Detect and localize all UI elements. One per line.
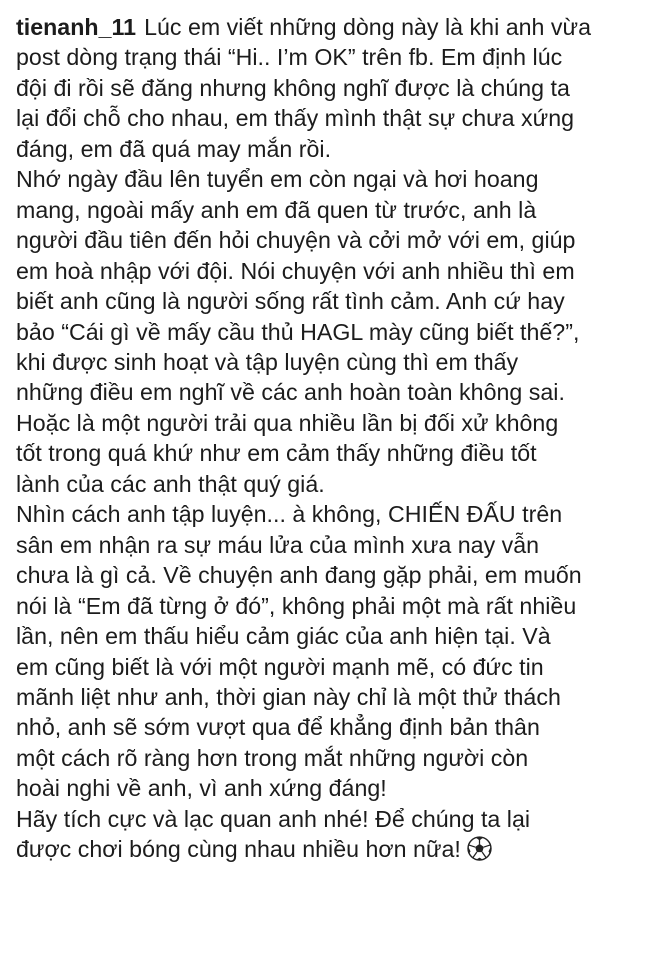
caption-line: biết anh cũng là người sống rất tình cảm. Anh cứ hay [16,288,565,315]
caption-line: những điều em nghĩ về các anh hoàn toàn không sai. [16,379,565,406]
caption-line: lại đổi chỗ cho nhau, em thấy mình thật sự chưa xứng [16,105,575,132]
caption-line: Nhớ ngày đầu lên tuyển em còn ngại và hơi hoang [16,166,539,193]
caption-line: mang, ngoài mấy anh em đã quen từ trước, anh là [16,196,537,223]
caption-line: tốt trong quá khứ như em cảm thấy những điều tốt [16,440,537,467]
caption-line [16,12,644,42]
caption-line: em hoà nhập với đội. Nói chuyện với anh nhiều thì em [16,257,575,284]
caption-text: Lúc em viết những dòng này là khi anh vừa [144,14,592,40]
caption-line: lành của các anh thật quý giá. [16,470,325,497]
caption-line: hoài nghi về anh, vì anh xứng đáng! [16,775,387,802]
caption-line: Nhìn cách anh tập luyện... à không, CHIẾN ĐẤU trên [16,501,563,528]
caption-line: người đầu tiên đến hỏi chuyện và cởi mở với em, giúp [16,227,576,254]
caption-line: lần, nên em thấu hiểu cảm giác của anh hiện tại. Và [16,623,551,650]
caption-line: em cũng biết là với một người mạnh mẽ, có đức tin [16,653,544,680]
soccer-ball-icon [467,836,492,861]
post-caption [16,12,644,865]
caption-line: Hoặc là một người trải qua nhiều lần bị đối xử không [16,409,559,436]
caption-text: được chơi bóng cùng nhau nhiều hơn nữa! [16,836,461,863]
username[interactable]: tienanh_11 [16,14,137,40]
caption-line: đội đi rồi sẽ đăng nhưng không nghĩ được là chúng ta [16,74,570,101]
caption-line: nói là “Em đã từng ở đó”, không phải một mà rất nhiều [16,592,577,619]
caption-line: nhỏ, anh sẽ sớm vượt qua để khẳng định bản thân [16,714,540,741]
caption-line: một cách rõ ràng hơn trong mắt những người còn [16,744,529,771]
caption-line: khi được sinh hoạt và tập luyện cùng thì em thấy [16,348,519,375]
caption-line: sân em nhận ra sự máu lửa của mình xưa nay vẫn [16,531,540,558]
caption-line: bảo “Cái gì về mấy cầu thủ HAGL mày cũng biết thế?”, [16,318,580,345]
caption-line: chưa là gì cả. Về chuyện anh đang gặp phải, em muốn [16,562,582,589]
caption-line: đáng, em đã quá may mắn rồi. [16,135,332,162]
caption-line [16,834,644,864]
caption-line: mãnh liệt như anh, thời gian này chỉ là một thử thách [16,683,561,710]
caption-line: post dòng trạng thái “Hi.. I’m OK” trên fb. Em định lúc [16,44,563,71]
caption-line: Hãy tích cực và lạc quan anh nhé! Để chúng ta lại [16,805,531,832]
